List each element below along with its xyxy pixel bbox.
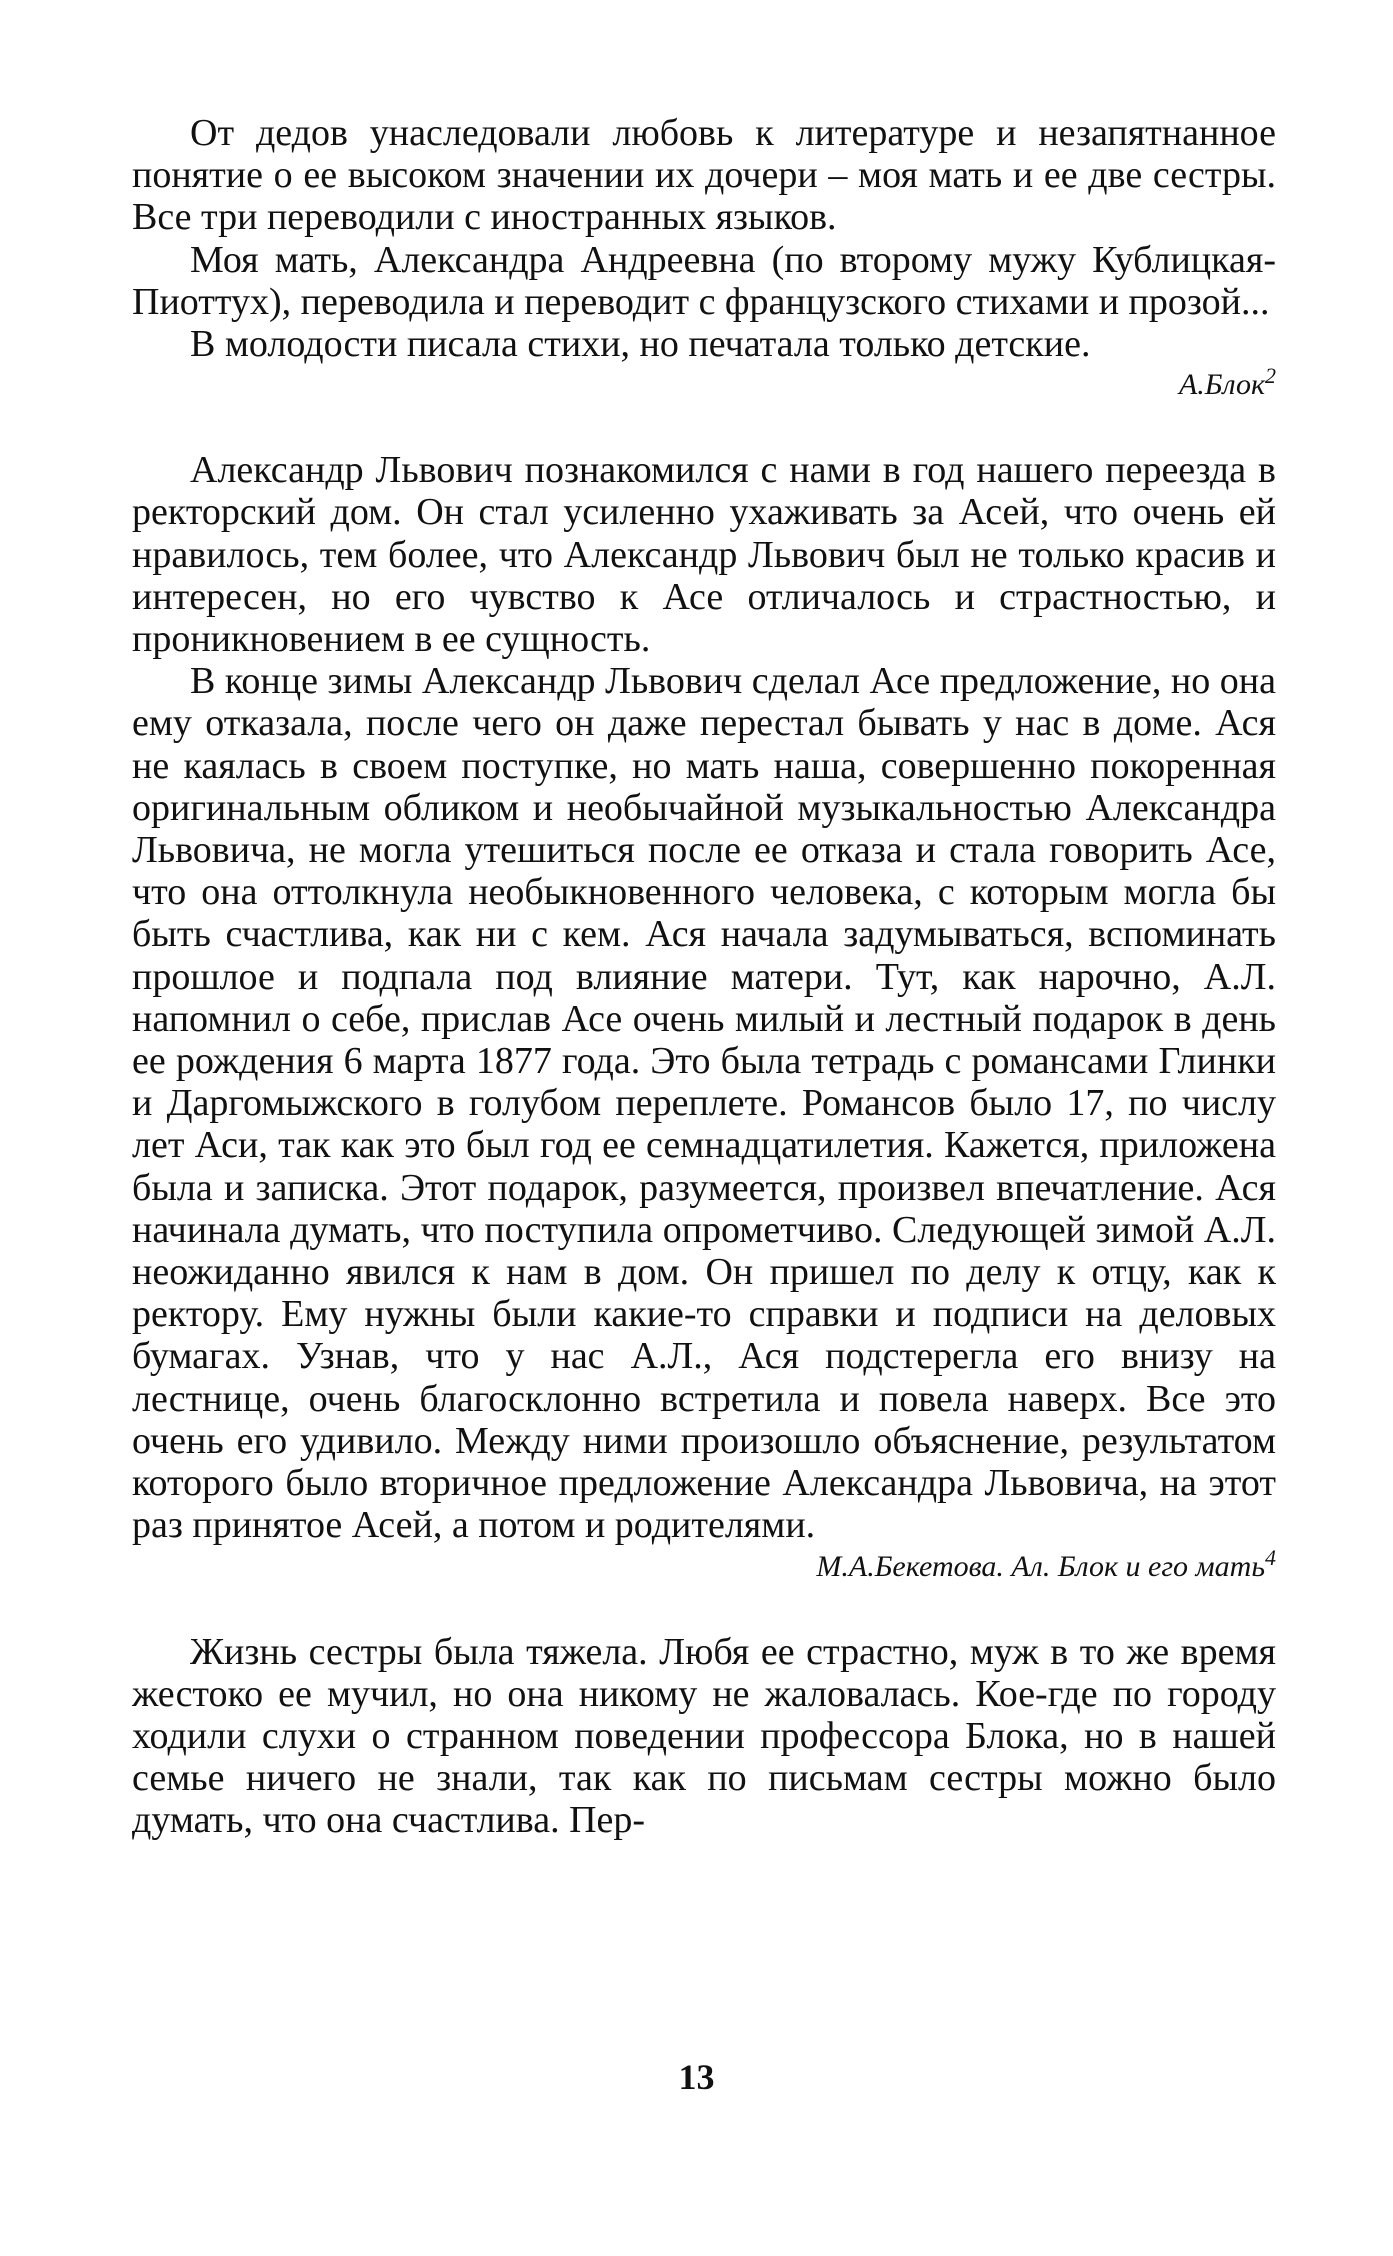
section-gap	[132, 1587, 1276, 1631]
paragraph: Моя мать, Александра Андреевна (по второму мужу Кублицкая-Пиоттух), переводила и переводит с французского стихами и прозой...	[132, 238, 1276, 323]
paragraph: В конце зимы Александр Львович сделал Асе предложение, но она ему отказала, после чего он даже перестал бывать у нас в доме. Ася не каялась в своем поступке, но мать наша, совершенно покоренная оригинальным обликом и необычайной музыкальностью Александра Львовича, не могла утешиться после ее отказа и стала говорить Асе, что она оттолкнула необыкновенного человека, с которым могла бы быть счастлива, как ни с кем. Ася начала задумываться, вспоминать прошлое и подпала под влияние матери. Тут, как нарочно, А.Л. напомнил о себе, прислав Асе очень милый и лестный подарок в день ее рождения 6 марта 1877 года. Это была тетрадь с романсами Глинки и Даргомыжского в голубом переплете. Романсов было 17, по числу лет Аси, так как это был год ее семнадцатилетия. Кажется, приложена была и записка. Этот подарок, разумеется, произвел впечатление. Ася начинала думать, что поступила опрометчиво. Следующей зимой А.Л. неожиданно явился к нам в дом. Он пришел по делу к отцу, как к ректору. Ему нужны были какие-то справки и подписи на деловых бумагах. Узнав, что у нас А.Л., Ася подстерегла его внизу на лестнице, очень благосклонно встретила и повела наверх. Все это очень его удивило. Между ними произошло объяснение, результатом которого было вторичное предложение Александра Львовича, на этот раз принятое Асей, а потом и родителями.	[132, 660, 1276, 1547]
book-page	[132, 112, 1276, 2152]
page-number: 13	[678, 2057, 715, 2097]
attribution	[132, 365, 1276, 405]
footnote-marker: 2	[1265, 363, 1276, 389]
main-text	[132, 1631, 1276, 1842]
paragraph: Жизнь сестры была тяжела. Любя ее страстно, муж в то же время жестоко ее мучил, но она никому не жаловалась. Кое-где по городу ходили слухи о странном поведении профессора Блока, но в нашей семье ничего не знали, так как по письмам сестры можно было думать, что она счастлива. Пер-	[132, 1630, 1276, 1842]
paragraph: От дедов унаследовали любовь к литературе и незапятнанное понятие о ее высоком значении их дочери – моя мать и ее две сестры. Все три переводили с иностранных языков.	[132, 112, 1276, 239]
attribution-text: А.Блок	[1178, 368, 1265, 402]
quote-beketova	[132, 449, 1276, 1586]
attribution-text: М.А.Бекетова. Ал. Блок и его мать	[816, 1549, 1265, 1583]
paragraph: В молодости писала стихи, но печатала только детские.	[190, 323, 1091, 366]
quote-blok-autobiography	[132, 112, 1276, 405]
section-gap	[132, 405, 1276, 449]
paragraph: Александр Львович познакомился с нами в год нашего переезда в ректорский дом. Он стал усиленно ухаживать за Асей, что очень ей нравилось, тем более, что Александр Львович был не только красив и интересен, но его чувство к Асе отличалось и страстностью, и проникновением в ее сущность.	[132, 449, 1276, 661]
footnote-marker: 4	[1265, 1544, 1276, 1570]
attribution	[132, 1544, 1276, 1587]
